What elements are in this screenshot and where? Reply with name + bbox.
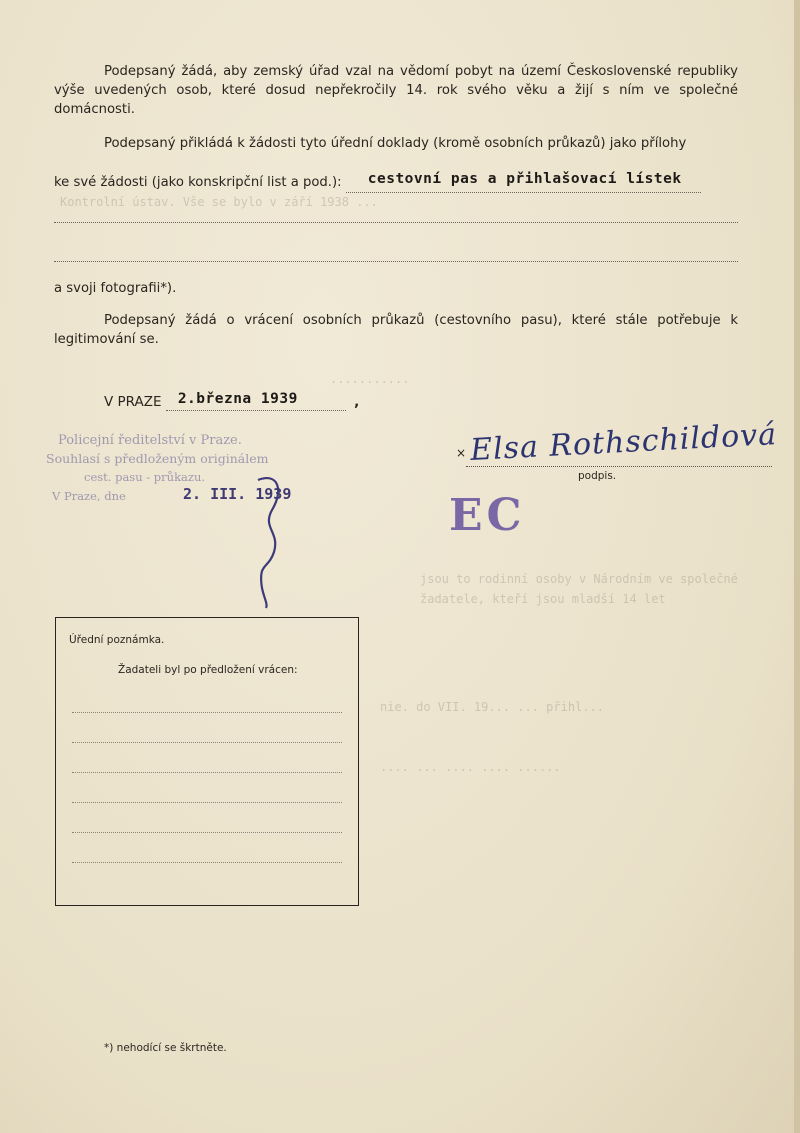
- note-line: [72, 832, 342, 833]
- attachments-typed-value: cestovní pas a přihlašovací lístek: [367, 171, 682, 187]
- bleed-through: .... ... .... .... ......: [380, 760, 561, 774]
- attachments-field: [346, 173, 701, 193]
- ec-stamp-mark: EC: [449, 490, 526, 541]
- signature-mark: ×: [456, 446, 467, 460]
- note-line: [72, 742, 342, 743]
- bleed-through: žadatele, kteří jsou mladší 14 let: [420, 592, 666, 606]
- note-line: [72, 772, 342, 773]
- bleed-through: Kontrolní ústav. Vše se bylo v září 1938 ...: [60, 195, 378, 209]
- blank-line-1: [54, 222, 738, 223]
- note-line: [72, 862, 342, 863]
- bleed-through: nie. do VII. 19... ... přihl...: [380, 700, 604, 714]
- date-typed-value: 2.března 1939: [177, 391, 298, 407]
- note-line: [72, 712, 342, 713]
- bleed-through: ...........: [330, 372, 410, 386]
- stamp-date: 2. III. 1939: [183, 485, 292, 503]
- place-label: V PRAZE: [104, 394, 162, 410]
- photo-text: a svoji fotografii*).: [54, 281, 177, 296]
- attachments-label: ke své žádosti (jako konskripční list a pod.):: [54, 175, 342, 190]
- attachments-row: [54, 173, 738, 193]
- paragraph-attachments: Podepsaný přikládá k žádosti tyto úřední doklady (kromě osobních průkazů) jako přílohy: [104, 136, 687, 151]
- stamp-line-4: V Praze, dne: [52, 489, 126, 503]
- stamp-line-1: Policejní ředitelství v Praze.: [58, 433, 242, 448]
- blank-line-2: [54, 261, 738, 262]
- note-title: Úřední poznámka.: [69, 634, 165, 646]
- footnote: *) nehodící se škrtněte.: [104, 1042, 227, 1054]
- signature-line: [466, 466, 772, 467]
- paragraph-return-documents: Podepsaný žádá o vrácení osobních průkazů (cestovního pasu), které stále potřebuje k legitimování se.: [54, 313, 738, 347]
- stamp-line-2: Souhlasí s předloženým originálem: [46, 451, 269, 466]
- note-subtitle: Žadateli byl po předložení vrácen:: [118, 664, 298, 676]
- paragraph-children-residence: Podepsaný žádá, aby zemský úřad vzal na vědomí pobyt na území Československé republiky výše uvedených osob, které dosud nepřekročily 14. rok svého věku a žijí s ním ve společné domácnosti.: [54, 64, 738, 117]
- paper-edge: [794, 0, 800, 1133]
- stamp-scribble-icon: [250, 470, 290, 610]
- bleed-through: jsou to rodinní osoby v Národním ve společné: [420, 572, 738, 586]
- stamp-line-3: cest. pasu - průkazu.: [84, 470, 206, 484]
- note-line: [72, 802, 342, 803]
- signature: Elsa Rothschildová: [469, 416, 778, 469]
- official-note-box: [55, 617, 359, 906]
- signature-caption: podpis.: [578, 470, 617, 482]
- place-date-row: V PRAZE 2.března 1939 ,: [104, 391, 360, 410]
